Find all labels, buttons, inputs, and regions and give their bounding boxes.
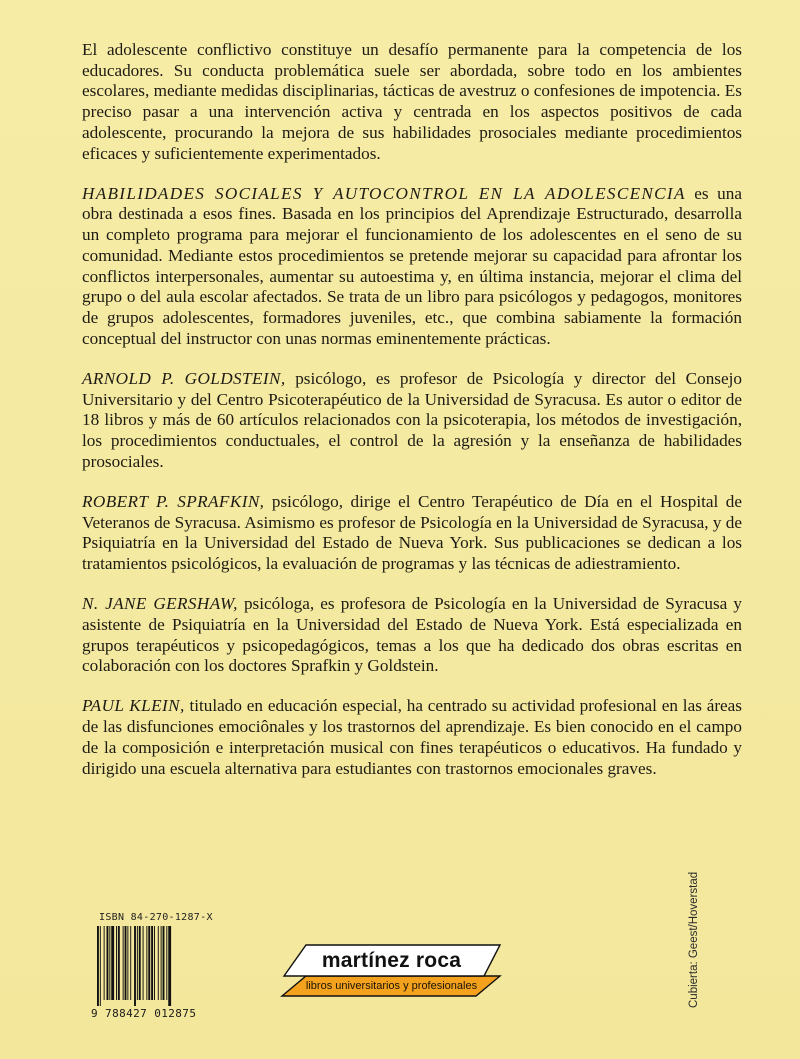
author-name-goldstein: ARNOLD P. GOLDSTEIN,: [82, 368, 286, 388]
author-bio-text-sprafkin: psicólogo, dirige el Centro Terapéutico de Día en el Hospital de Veteranos de Syracusa. Asimismo es profesor de Psicología en la Universidad de Syracusa, y de Psiquiatría en la Universidad del Estado de Nueva York. Sus publicaciones se dedican a los tratamientos psicológicos, la evaluación de programas y las técnicas de adiestramiento.: [82, 491, 743, 573]
intro-paragraph: [82, 40, 742, 164]
author-bio-text-goldstein: psicólogo, es profesor de Psicología y director del Consejo Universitario y del Centro Psicoterapéutico de la Universidad de Syracusa. Es autor o editor de 18 libros y más de 60 artículos relacionados con la psicoterapia, los métodos de investigación, los procedimientos conductuales, el control de la agresión y la enseñanza de habilidades prosociales.: [82, 368, 742, 471]
author-bio-text-klein: titulado en educación especial, ha centrado su actividad profesional en las áreas de las disfunciones emociônales y los trastornos del aprendizaje. Es bien conocido en el campo de la composición e interpretación musical con fines terapéuticos o educativos. Ha fundado y dirigido una escuela alternativa para estudiantes con trastornos emocionales graves.: [82, 696, 742, 778]
publisher-logo: [276, 943, 507, 999]
publisher-name: martínez roca: [321, 949, 462, 972]
author-bio-sprafkin: [82, 492, 742, 575]
publisher-tagline: libros universitarios y profesionales: [305, 980, 478, 992]
barcode-digits: 9 788427 012875: [91, 1007, 197, 1020]
author-bio-gershaw: [82, 594, 742, 677]
author-bio-klein: [82, 696, 742, 779]
author-bio-text-gershaw: psicóloga, es profesora de Psicología en la Universidad de Syracusa y asistente de Psiquiatría en la Universidad del Estado de Nueva York. Está especializada en grupos terapéuticos y psicopedagógicos, temas a los que ha dedicado dos obras escritas en colaboración con los doctores Sprafkin y Goldstein.: [82, 594, 742, 676]
author-name-sprafkin: ROBERT P. SPRAFKIN,: [82, 491, 265, 511]
author-name-gershaw: N. JANE GERSHAW,: [82, 594, 238, 614]
book-title-lead: HABILIDADES SOCIALES Y AUTOCONTROL EN LA ADOLESCENCIA: [82, 183, 686, 203]
author-bio-goldstein: [82, 369, 742, 473]
cover-credit: Cubierta: Geest/Hoverstad: [688, 871, 700, 1008]
barcode-icon: [97, 926, 197, 1006]
book-description-text: es una obra destinada a esos fines. Basada en los principios del Aprendizaje Estructurado, desarrolla un completo programa para mejorar el funcionamiento de los adolescentes en el seno de su comunidad. Mediante estos procedimientos se pretende mejorar su capacidad para afrontar los conflictos interpersonales, aumentar su autoestima y, en última instancia, mejorar el clima del grupo o del aula escolar afectados. Se trata de un libro para psicólogos y pedagogos, monitores de grupos adolescentes, formadores juveniles, etc., que combina sabiamente la formación conceptual del instructor con unas normas eminentemente prácticas.: [82, 183, 742, 348]
author-name-klein: PAUL KLEIN,: [82, 696, 185, 716]
book-description-paragraph: [82, 184, 742, 350]
blurb-text: [82, 40, 742, 799]
intro-text: El adolescente conflictivo constituye un desafío permanente para la competencia de los educadores. Su conducta problemática suele ser abordada, sobre todo en los ambientes escolares, mediante medidas disciplinarias, tácticas de avestruz o confesiones de impotencia. Es preciso pasar a una intervención activa y centrada en los aspectos positivos de cada adolescente, procurando la mejora de sus habilidades prosociales mediante procedimientos eficaces y suficientemente experimentados.: [82, 40, 742, 163]
isbn-label: ISBN 84-270-1287-X: [99, 912, 213, 923]
